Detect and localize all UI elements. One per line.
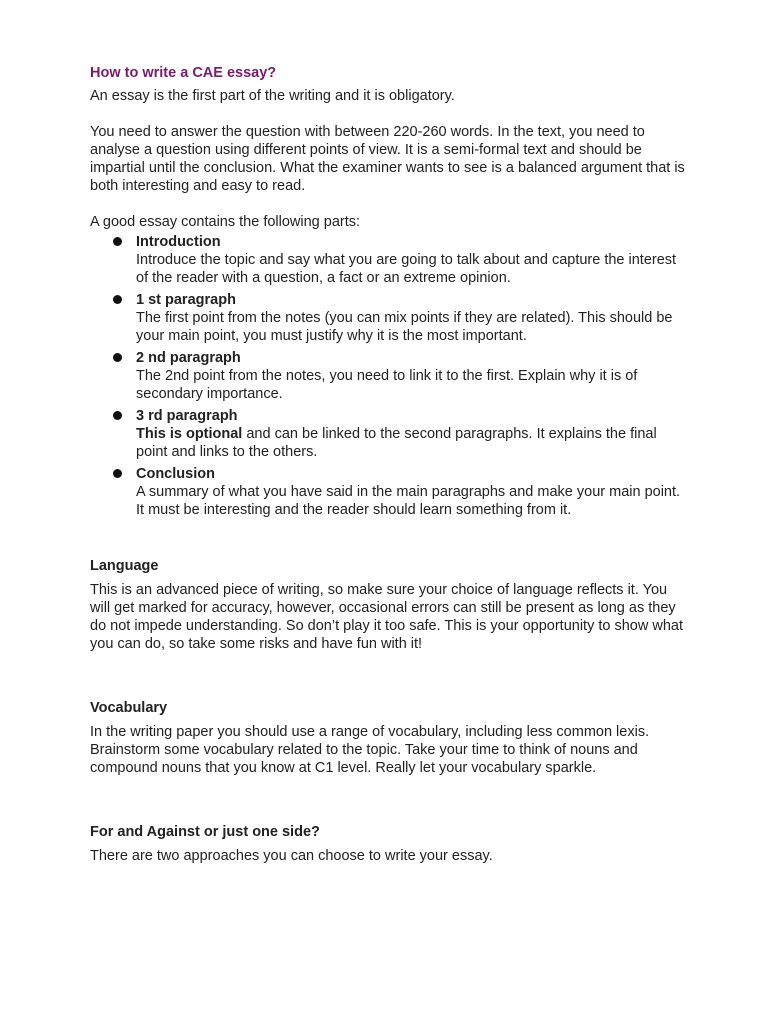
list-item [136,407,688,461]
language-heading: Language [90,558,159,574]
bullet-icon [113,353,122,362]
part-title: Introduction [136,234,221,250]
intro-paragraph-1: An essay is the first part of the writing and it is obligatory. [90,88,455,104]
part-text: A summary of what you have said in the main paragraphs and make your main point. It must be interesting and the reader should learn something from it. [136,484,681,518]
for-and-against-heading: For and Against or just one side? [90,824,320,840]
list-item [136,233,688,287]
vocabulary-heading: Vocabulary [90,700,168,716]
part-text: The first point from the notes (you can mix points if they are related). This should be your main point, you must justify why it is the most important. [136,310,673,344]
essay-parts-list [90,233,688,519]
part-text-rest: and can be linked to the second paragraphs. It explains the final point and links to the others. [136,426,657,460]
part-text-lead: This is optional [136,426,243,442]
document-title: How to write a CAE essay? [90,65,277,81]
part-title: 3 rd paragraph [136,408,238,424]
bullet-icon [113,237,122,246]
intro-paragraph-3: A good essay contains the following parts: [90,214,361,230]
part-text: Introduce the topic and say what you are going to talk about and capture the interest of the reader with a question, a fact or an extreme opinion. [136,252,677,286]
list-item [136,349,688,403]
part-text [136,425,688,461]
part-title: 2 nd paragraph [136,350,241,366]
list-item [136,465,688,519]
for-and-against-paragraph: There are two approaches you can choose to write your essay. [90,848,493,864]
part-title: 1 st paragraph [136,292,236,308]
bullet-icon [113,411,122,420]
part-title: Conclusion [136,466,215,482]
bullet-icon [113,295,122,304]
bullet-icon [113,469,122,478]
part-text: The 2nd point from the notes, you need to link it to the first. Explain why it is of secondary importance. [136,368,638,402]
list-item [136,291,688,345]
vocabulary-paragraph: In the writing paper you should use a range of vocabulary, including less common lexis. Brainstorm some vocabulary related to the topic. Take your time to think of nouns and compound nouns that you know at C1 level. Really let your vocabulary sparkle. [90,724,650,776]
language-paragraph: This is an advanced piece of writing, so make sure your choice of language reflects it. You will get marked for accuracy, however, occasional errors can still be present as long as they do not impede understanding. So don’t play it too safe. This is your opportunity to show what you can do, so take some risks and have fun with it! [90,582,683,652]
intro-paragraph-2: You need to answer the question with between 220-260 words. In the text, you need to analyse a question using different points of view. It is a semi-formal text and should be impartial until the conclusion. What the examiner wants to see is a balanced argument that is both interesting and easy to read. [90,124,685,194]
